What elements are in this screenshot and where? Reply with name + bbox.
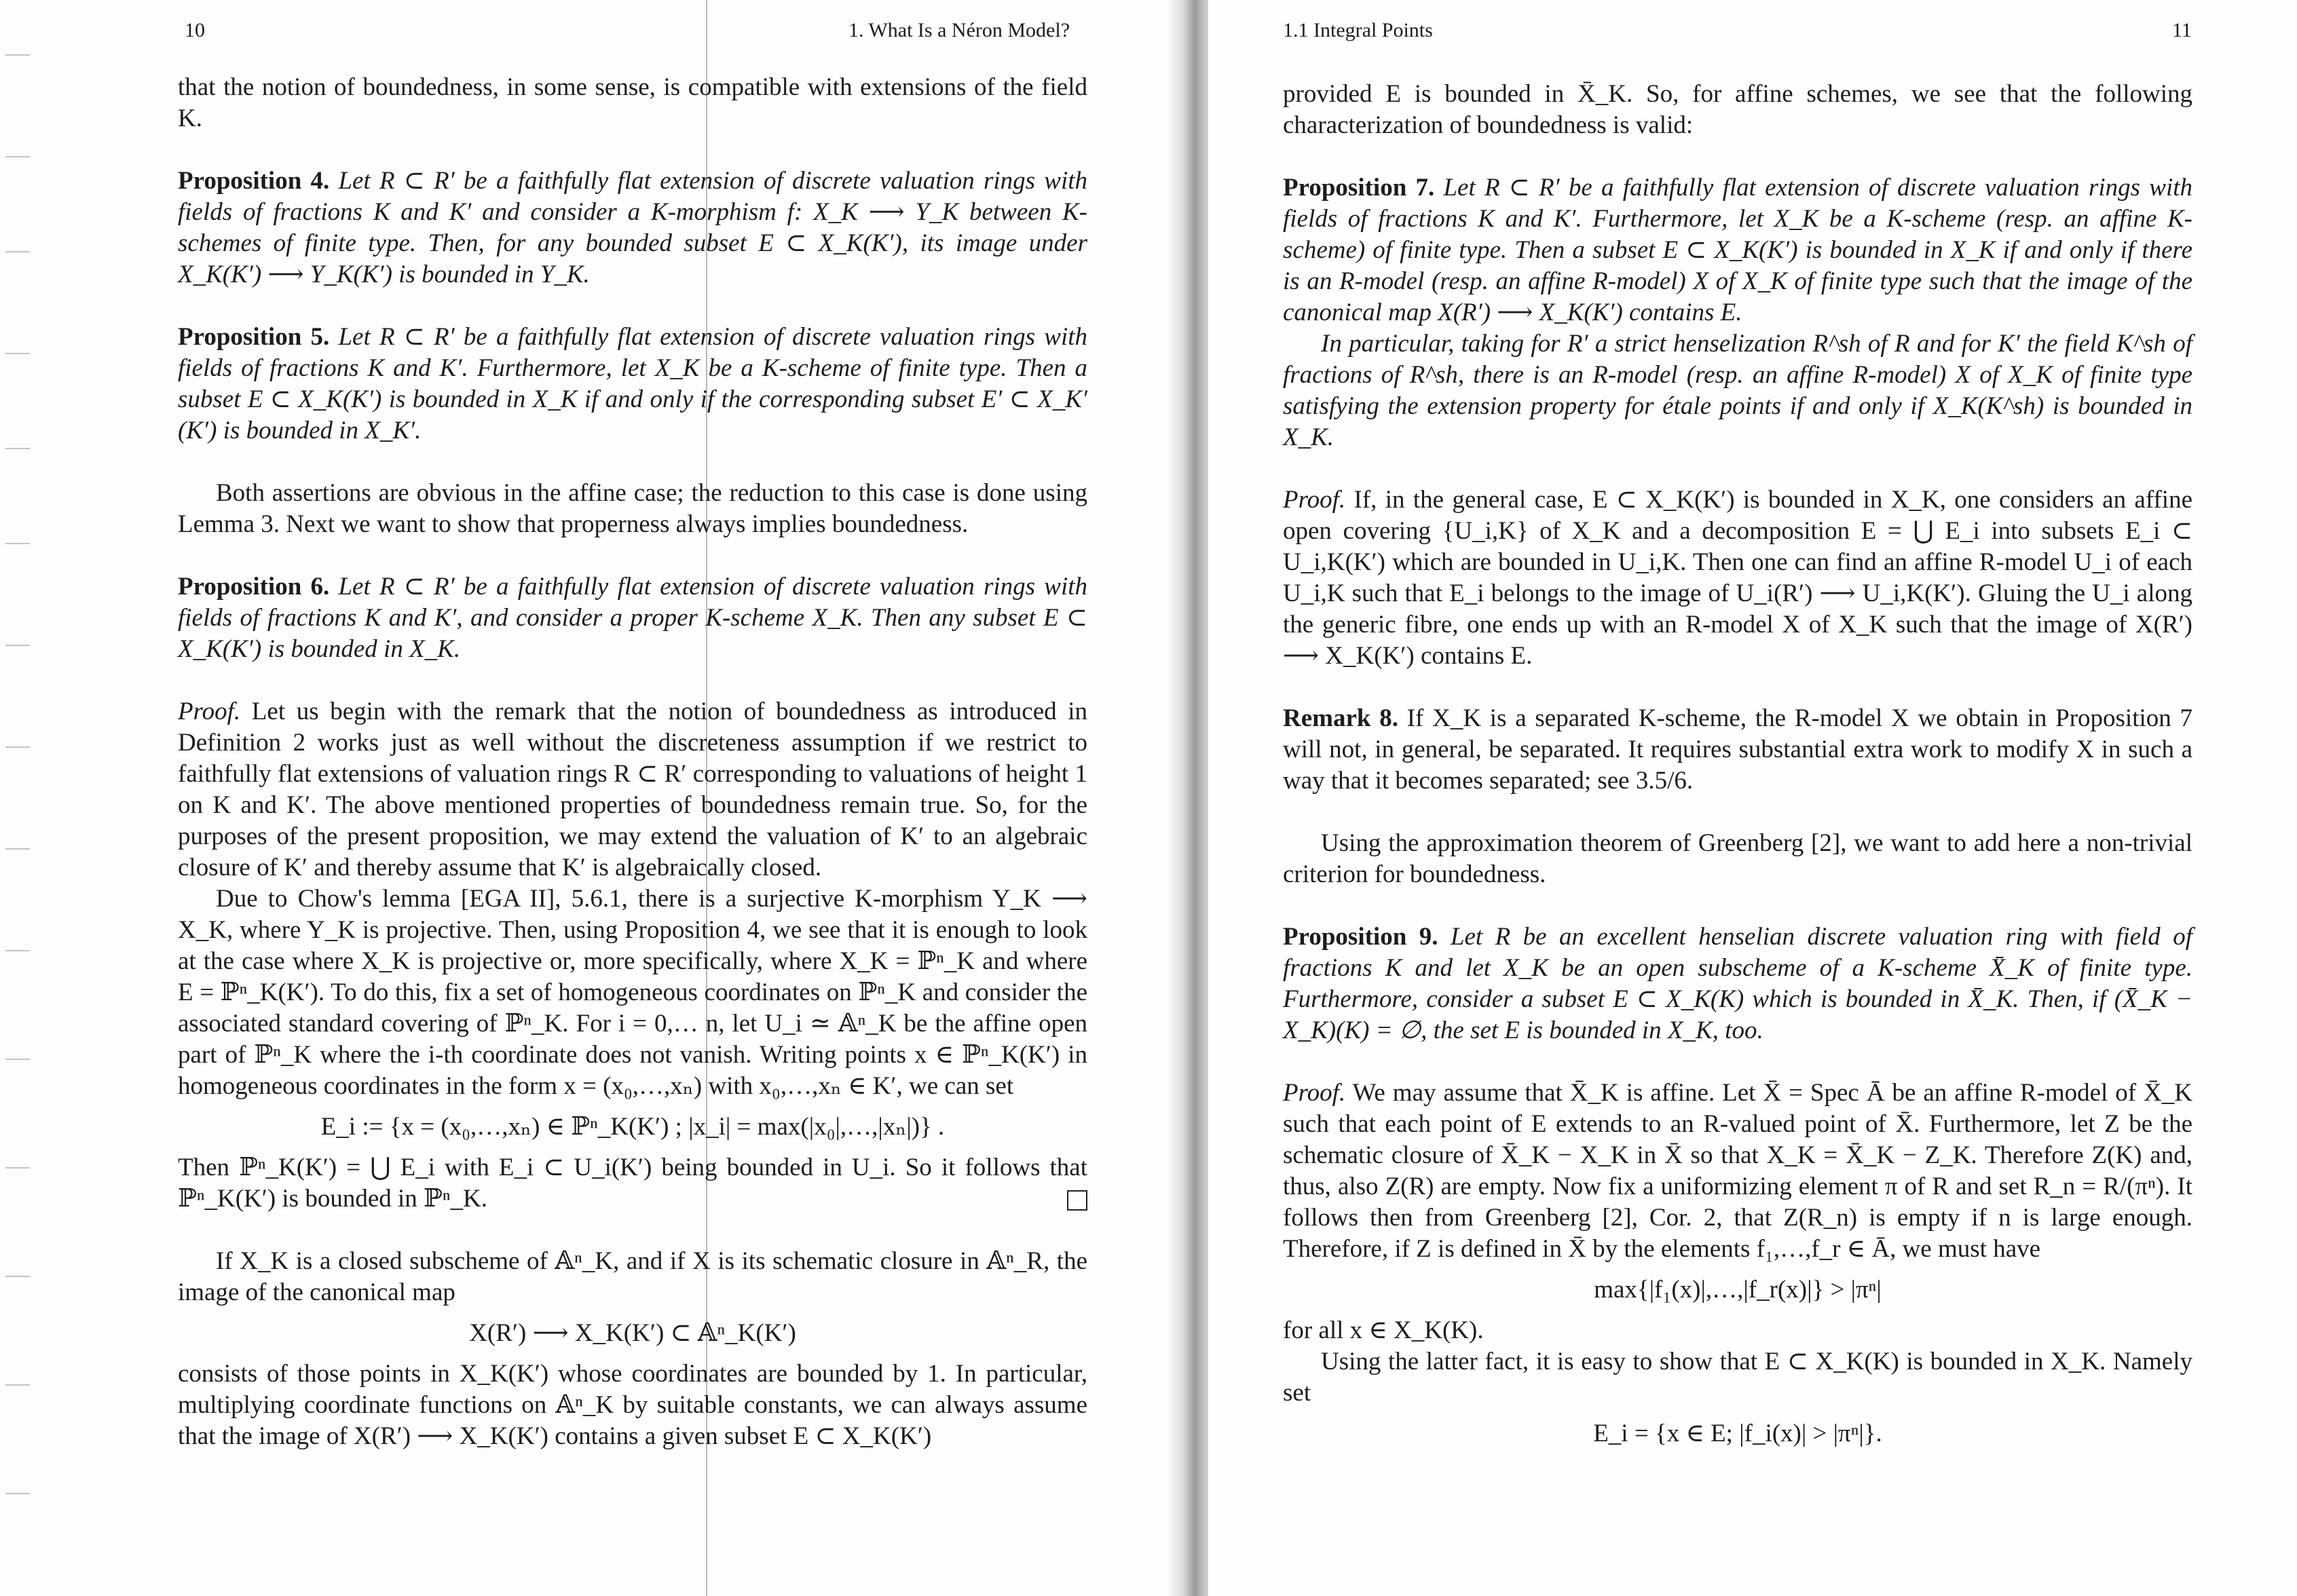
proposition-5 [178, 322, 1087, 446]
display-equation-2: X(R′) ⟶ X_K(K′) ⊂ 𝔸ⁿ_K(K′) [469, 1319, 796, 1347]
proposition-5-statement: Let R ⊂ R′ be a faithfully flat extension of discrete valuation rings with fields of fractions K and K′. Furthermore, let X_K be a K-scheme of finite type. Then a subset E ⊂ X_K(K′) is bounded in X_K if and only if the corresponding subset E′ ⊂ X_K′(K′) is bounded in X_K′. [178, 323, 1088, 444]
right-page-number: 11 [2172, 19, 2192, 41]
proposition-9-statement: Let R be an excellent henselian discrete valuation ring with field of fractions K and let X_K be an open subscheme of a K-scheme X̄_K of finite type. Furthermore, consider a subset E ⊂ X_K(K) which is bounded in X̄_K. Then, if (X̄_K − X_K)(K) = ∅, the set E is bounded in X_K, too. [1283, 923, 2193, 1044]
proof-7-text: If, in the general case, E ⊂ X_K(K′) is bounded in X_K, one considers an affine open covering {U_i,K} of X_K and a decomposition E = ⋃ E_i into subsets E_i ⊂ U_i,K(K′) which are bounded in U_i,K. Then one can find an affine R-model U_i of each U_i,K such that E_i belongs to the image of U_i(R′) ⟶ U_i,K(K′). Gluing the U_i along the generic fibre, one ends up with an R-model X of X_K such that the image of X(R′) ⟶ X_K(K′) contains E. [1283, 486, 2193, 670]
proof-6-text-3: Then ℙⁿ_K(K′) = ⋃ E_i with E_i ⊂ U_i(K′) being bounded in U_i. So it follows that ℙⁿ_K(K′) is bounded in ℙⁿ_K. [178, 1154, 1087, 1213]
proposition-7-title: Proposition 7. [1283, 174, 1435, 202]
proposition-6 [178, 571, 1087, 665]
proof-7-label: Proof. [1283, 486, 1346, 514]
closed-subscheme-paragraph: If X_K is a closed subscheme of 𝔸ⁿ_K, and if X is its schematic closure in 𝔸ⁿ_R, the image of the canonical map [178, 1247, 1087, 1306]
proof-6-text-1: Let us begin with the remark that the notion of boundedness as introduced in Definition 2 works just as well without the discreteness assumption if we restrict to faithfully flat extensions of valuation rings R ⊂ R′ corresponding to valuations of height 1 on K and K′. The above mentioned properties of boundedness remain true. So, for the purposes of the present proposition, we may extend the valuation of K′ to an algebraic closure of K′ and thereby assume that K′ is algebraically closed. [178, 698, 1088, 881]
proposition-4-title: Proposition 4. [178, 167, 330, 195]
latter-fact-paragraph: Using the latter fact, it is easy to show that E ⊂ X_K(K) is bounded in X_K. Namely set [1283, 1348, 2192, 1407]
proposition-6-statement: Let R ⊂ R′ be a faithfully flat extension of discrete valuation rings with fields of fractions K and K′, and consider a proper K-scheme X_K. Then any subset E ⊂ X_K(K′) is bounded in X_K. [178, 573, 1088, 663]
proposition-9-title: Proposition 9. [1283, 923, 1438, 951]
proposition-4 [178, 166, 1087, 290]
proof-6-paragraph-1 [178, 696, 1087, 884]
proposition-7-statement: Let R ⊂ R′ be a faithfully flat extension of discrete valuation rings with fields of fractions K and K′. Furthermore, let X_K be a K-scheme (resp. an affine K-scheme) of finite type. Then a subset E ⊂ X_K(K′) is bounded in X_K if and only if there is an R-model (resp. an affine R-model) X of X_K of finite type such that the image of the canonical map X(R′) ⟶ X_K(K′) contains E. [1283, 174, 2193, 326]
proof-9-paragraph [1283, 1078, 2192, 1265]
consists-paragraph: consists of those points in X_K(K′) whose coordinates are bounded by 1. In particular, multiplying coordinate functions on 𝔸ⁿ_K by suitable constants, we can always assume that the image of X(R′) ⟶ X_K(K′) contains a given subset E ⊂ X_K(K′) [178, 1360, 1087, 1450]
right-intro-paragraph: provided E is bounded in X̄_K. So, for affine schemes, we see that the following characterization of boundedness is valid: [1283, 80, 2192, 139]
proposition-5-title: Proposition 5. [178, 323, 330, 351]
proposition-9 [1283, 922, 2192, 1046]
remark-8-title: Remark 8. [1283, 704, 1398, 732]
right-running-head: 1.1 Integral Points [1283, 19, 1433, 41]
qed-box-icon [1067, 1190, 1087, 1211]
for-all-line: for all x ∈ X_K(K). [1283, 1316, 1484, 1344]
left-page-number: 10 [185, 19, 205, 41]
both-assertions-paragraph: Both assertions are obvious in the affine case; the reduction to this case is done using Lemma 3. Next we want to show that properness always implies boundedness. [178, 479, 1087, 538]
proposition-6-title: Proposition 6. [178, 573, 330, 601]
proof-7-paragraph [1283, 484, 2192, 672]
remark-8 [1283, 703, 2192, 797]
proof-label: Proof. [178, 698, 241, 725]
right-page [1208, 0, 2297, 1596]
display-equation-3: max{|f₁(x)|,…,|f_r(x)|} > |πⁿ| [1594, 1276, 1882, 1304]
remark-8-text: If X_K is a separated K-scheme, the R-model X we obtain in Proposition 7 will not, in general, be separated. It requires substantial extra work to modify X in such a way that it becomes separated; see 3.5/6. [1283, 704, 2192, 795]
left-text-column [178, 72, 1087, 1452]
left-intro-paragraph: that the notion of boundedness, in some sense, is compatible with extensions of the field K. [178, 73, 1087, 132]
proof-9-label: Proof. [1283, 1079, 1346, 1107]
proposition-7-statement-2: In particular, taking for R′ a strict henselization R^sh of R and for K′ the field K^sh of fractions of R^sh, there is an R-model (resp. an affine R-model) X of X_K of finite type satisfying the extension property for étale points if and only if X_K(K^sh) is bounded in X_K. [1283, 330, 2192, 451]
proposition-7 [1283, 172, 2192, 328]
proposition-4-statement: Let R ⊂ R′ be a faithfully flat extension of discrete valuation rings with fields of fractions K and K′ and consider a K-morphism f: X_K ⟶ Y_K between K-schemes of finite type. Then, for any bounded subset E ⊂ X_K(K′), its image under X_K(K′) ⟶ Y_K(K′) is bounded in Y_K. [178, 167, 1088, 288]
display-equation-4: E_i = {x ∈ E; |f_i(x)| > |πⁿ|}. [1593, 1420, 1882, 1447]
proof-6-paragraph-2: Due to Chow's lemma [EGA II], 5.6.1, there is a surjective K-morphism Y_K ⟶ X_K, where Y_K is projective. Then, using Proposition 4, we see that it is enough to look at the case where X_K is projective or, more specifically, where X_K = ℙⁿ_K and where E = ℙⁿ_K(K′). To do this, fix a set of homogeneous coordinates on ℙⁿ_K and consider the associated standard covering of ℙⁿ_K. For i = 0,… n, let U_i ≃ 𝔸ⁿ_K be the affine open part of ℙⁿ_K where the i-th coordinate does not vanish. Writing points x ∈ ℙⁿ_K(K′) in homogeneous coordinates in the form x = (x₀,…,xₙ) with x₀,…,xₙ ∈ K′, we can set [178, 885, 1087, 1100]
greenberg-paragraph: Using the approximation theorem of Greenberg [2], we want to add here a non-trivial criterion for boundedness. [1283, 829, 2192, 888]
left-running-head: 1. What Is a Néron Model? [848, 19, 1070, 41]
left-margin-marks [0, 0, 41, 1596]
right-text-column [1283, 79, 2192, 1459]
proof-6-paragraph-3 [178, 1152, 1087, 1215]
display-equation-1: E_i := {x = (x₀,…,xₙ) ∈ ℙⁿ_K(K′) ; |x_i| = max(|x₀|,…,|xₙ|)} . [320, 1113, 945, 1141]
proof-9-text: We may assume that X̄_K is affine. Let X̄ = Spec Ā be an affine R-model of X̄_K such that each point of E extends to an R-valued point of X̄. Furthermore, let Z be the schematic closure of X̄_K − X_K in X̄ so that X_K = X̄_K − Z_K. Therefore Z(K) and, thus, also Z(R) are empty. Now fix a uniformizing element π of R and set R_n = R/(πⁿ). It follows then from Greenberg [2], Cor. 2, that Z(R_n) is empty if n is large enough. Therefore, if Z is defined in X̄ by the elements f₁,…,f_r ∈ Ā, we must have [1283, 1079, 2192, 1263]
